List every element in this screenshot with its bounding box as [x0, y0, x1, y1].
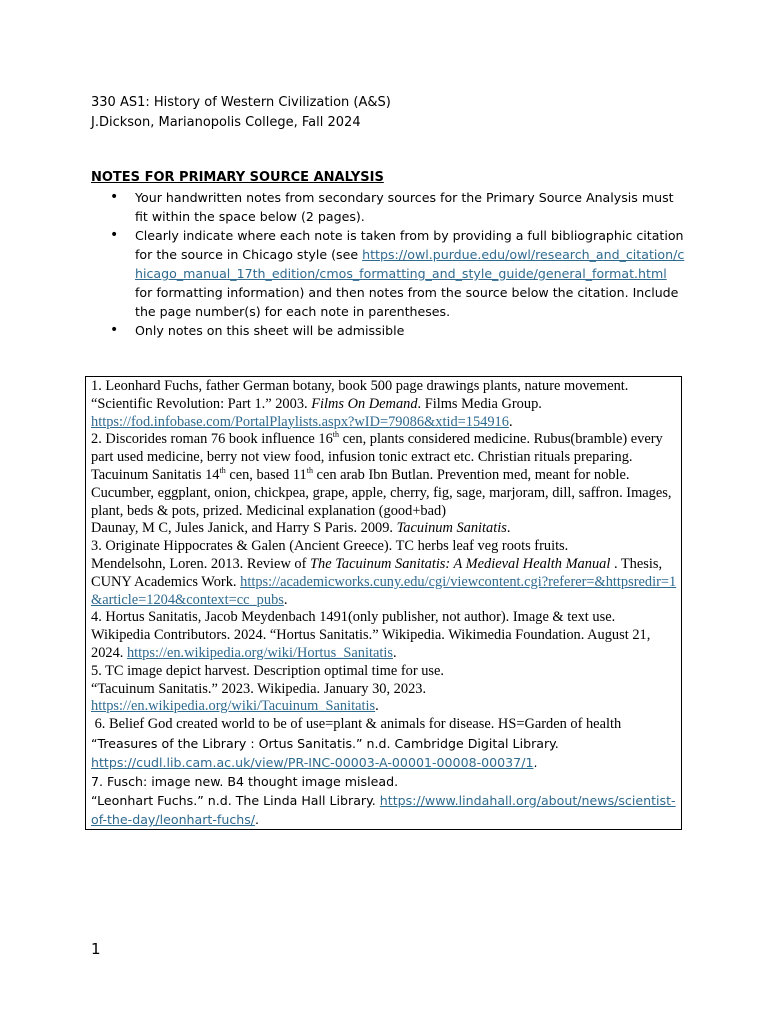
citation-text: “Tacuinum Sanitatis.” 2023. Wikipedia. January 30, 2023.	[91, 680, 427, 697]
source-link[interactable]: https://en.wikipedia.org/wiki/Tacuinum_Sanitatis	[91, 698, 376, 715]
note-entry	[91, 609, 677, 627]
note-text: 7. Fusch: image new. B4 thought image mislead.	[91, 773, 399, 789]
citation	[91, 520, 677, 538]
source-link[interactable]: https://cudl.lib.cam.ac.uk/view/PR-INC-00003-A-00001-00008-00037/1	[91, 754, 534, 770]
superscript: th	[306, 465, 313, 475]
punctuation: .	[508, 413, 513, 430]
citation-text: . Films Media Group.	[417, 395, 542, 412]
course-title: 330 AS1: History of Western Civilization (A&S)	[91, 95, 391, 110]
source-link[interactable]: https://fod.infobase.com/PortalPlaylists.aspx?wID=79086&xtid=154916	[91, 413, 509, 430]
citation-text: . Thesis, CUNY Academics Work.	[91, 555, 663, 590]
citation-title: The Tacuinum Sanitatis: A Medieval Health Manual	[310, 555, 611, 572]
citation	[91, 556, 677, 609]
note-text: cen, based 11	[225, 466, 307, 483]
instructor-line: J.Dickson, Marianopolis College, Fall 2024	[91, 114, 361, 130]
citation-text: “Scientific Revolution: Part 1.” 2003.	[91, 395, 312, 412]
instruction-item	[107, 226, 687, 321]
note-text: 3. Originate Hippocrates & Galen (Ancient Greece). TC herbs leaf veg roots fruits.	[91, 538, 569, 555]
citation-text: .	[506, 520, 511, 537]
note-entry	[91, 772, 677, 791]
source-link[interactable]: https://en.wikipedia.org/wiki/Hortus_Sanitatis	[126, 644, 393, 661]
note-entry	[91, 378, 677, 396]
note-text: 5. TC image depict harvest. Description optimal time for use.	[91, 662, 445, 679]
instruction-text: Your handwritten notes from secondary sources for the Primary Source Analysis must fit within the space below (2 pages).	[135, 190, 674, 224]
note-entry	[91, 431, 677, 520]
instruction-list	[107, 188, 687, 340]
superscript: th	[332, 430, 340, 440]
note-text: 4. Hortus Sanitatis, Jacob Meydenbach 1491(only publisher, not author). Image & text use.	[91, 609, 616, 626]
punctuation: .	[392, 644, 397, 661]
citation	[91, 396, 677, 432]
note-text: 1. Leonhard Fuchs, father German botany, book 500 page drawings plants, nature movement.	[91, 378, 629, 394]
citation	[91, 627, 677, 663]
superscript: th	[219, 465, 226, 475]
page-number: 1	[91, 940, 101, 958]
section-title: NOTES FOR PRIMARY SOURCE ANALYSIS	[91, 170, 384, 185]
document-header	[91, 93, 391, 132]
citation	[91, 734, 677, 772]
punctuation: .	[533, 754, 538, 770]
citation-text: Daunay, M C, Jules Janick, and Harry S Paris. 2009.	[91, 520, 397, 537]
citation-title: Films On Demand	[311, 395, 418, 412]
instruction-item	[107, 321, 687, 340]
punctuation: .	[255, 811, 260, 827]
source-link[interactable]: https://www.lindahall.org/about/news/scientist-of-the-day/leonhart-fuchs/	[91, 792, 676, 827]
punctuation: .	[283, 591, 288, 608]
note-text: cen, plants considered medicine. Rubus(bramble) every part used medicine, berry not view food, infusion tonic extract etc. Christian rituals preparing. Tacuinum Sanitatis 14	[91, 431, 663, 483]
citation-text: “Leonhart Fuchs.” n.d. The Linda Hall Library.	[91, 792, 380, 808]
notes-box	[85, 376, 682, 830]
citation-text: Mendelsohn, Loren. 2013. Review of	[91, 555, 311, 572]
citation	[91, 681, 677, 717]
citation-title: Tacuinum Sanitatis	[396, 520, 507, 537]
note-text: cen arab Ibn Butlan. Prevention med, meant for noble. Cucumber, eggplant, onion, chickpea, grape, apple, cherry, fig, sage, marjoram, dill, saffron. Images, plant, beds & pots, prized. Medicinal explanation (good+bad)	[91, 466, 672, 519]
citation-text: “Treasures of the Library : Ortus Sanitatis.” n.d. Cambridge Digital Library.	[91, 735, 559, 751]
citation-text: Wikipedia Contributors. 2024. “Hortus Sanitatis.” Wikipedia. Wikimedia Foundation. August 21, 2024.	[91, 627, 651, 661]
instruction-text: Clearly indicate where each note is taken from by providing a full bibliographic citation for the source in Chicago style (see	[135, 228, 684, 262]
instruction-item	[107, 188, 687, 226]
citation	[91, 791, 677, 829]
note-entry	[91, 663, 677, 681]
chicago-style-link[interactable]: https://owl.purdue.edu/owl/research_and_citation/chicago_manual_17th_edition/cmos_formatting_and_style_guide/general_format.html	[135, 247, 685, 281]
source-link[interactable]: https://academicworks.cuny.edu/cgi/viewcontent.cgi?referer=&httpsredir=1&article=1204&context=cc_pubs	[91, 573, 677, 608]
note-text: 6. Belief God created world to be of use=plant & animals for disease. HS=Garden of health	[91, 716, 622, 733]
note-entry	[91, 538, 677, 556]
instruction-text: Only notes on this sheet will be admissible	[135, 323, 405, 338]
note-text: 2. Discorides roman 76 book influence 16	[91, 431, 333, 448]
instruction-text: for formatting information) and then notes from the source below the citation. Include the page number(s) for each note in parentheses.	[135, 285, 679, 319]
punctuation: .	[375, 698, 379, 715]
note-entry	[91, 716, 677, 734]
